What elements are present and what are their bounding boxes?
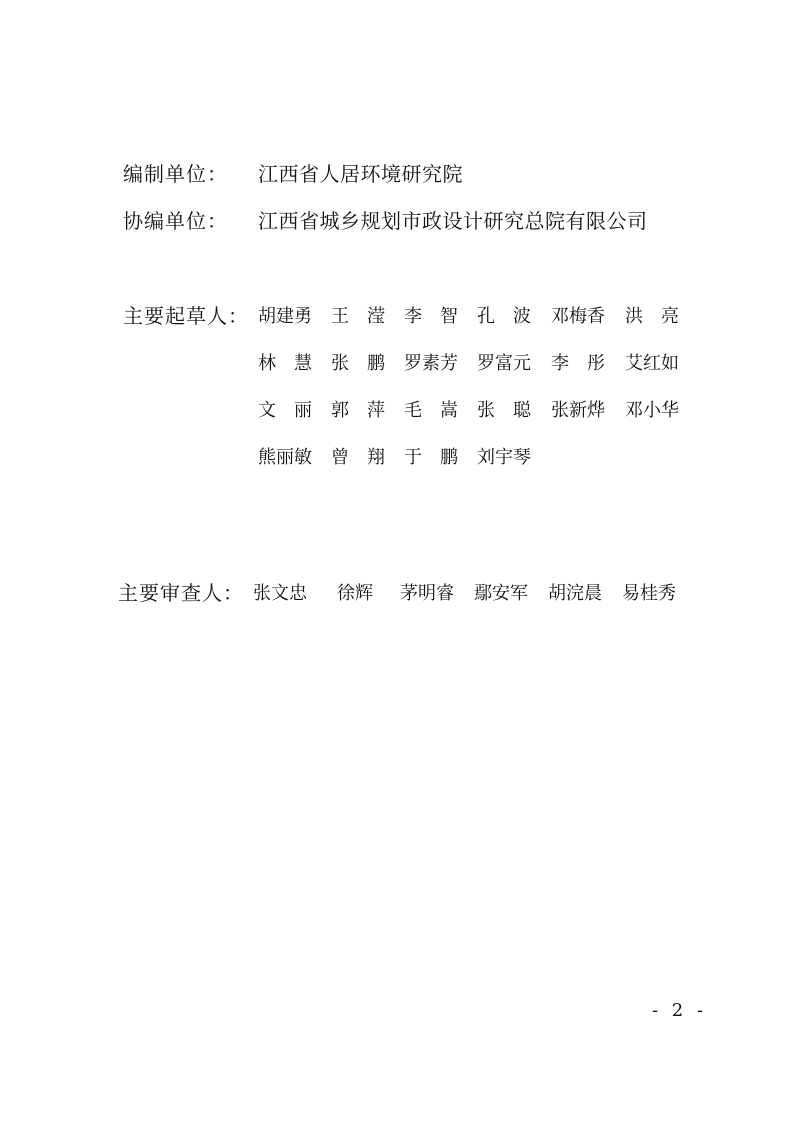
drafter-name: 艾红如: [625, 353, 679, 374]
drafter-name: 郭 萍: [331, 400, 385, 421]
co-compiler-label: 协编单位：: [123, 209, 228, 233]
drafter-name: 邓梅香: [551, 306, 605, 327]
drafter-name: 李 智: [404, 306, 458, 327]
drafter-name: 罗素芳: [404, 353, 458, 374]
compiler-label: 编制单位：: [123, 162, 228, 186]
drafter-name: 文 丽: [258, 400, 312, 421]
drafter-name: 于 鹏: [404, 447, 458, 468]
reviewer-name: 张文忠: [253, 583, 307, 604]
drafter-name: 王 滢: [331, 306, 385, 327]
drafter-name: 熊丽敏: [258, 447, 312, 468]
reviewer-name: 易桂秀: [622, 583, 676, 604]
drafter-name: 张 聪: [477, 400, 531, 421]
drafters-label: 主要起草人：: [123, 304, 249, 328]
reviewer-name: 鄢安军: [474, 583, 528, 604]
drafter-name: 邓小华: [625, 400, 679, 421]
drafter-name: 曾 翔: [331, 447, 385, 468]
drafter-name: 胡建勇: [258, 306, 312, 327]
drafter-name: 洪 亮: [625, 306, 679, 327]
reviewer-name: 胡浣晨: [548, 583, 602, 604]
drafter-name: 孔 波: [477, 306, 531, 327]
page-number: - 2 -: [652, 1000, 708, 1021]
reviewer-name: 茅明睿: [400, 583, 454, 604]
co-compiler-value: 江西省城乡规划市政设计研究总院有限公司: [258, 209, 648, 233]
drafter-name: 张新烨: [551, 400, 605, 421]
drafter-name: 张 鹏: [331, 353, 385, 374]
drafter-name: 李 彤: [551, 353, 605, 374]
compiler-value: 江西省人居环境研究院: [258, 162, 463, 186]
reviewers-label: 主要审查人：: [118, 581, 244, 605]
reviewer-name: 徐辉: [337, 583, 373, 604]
drafter-name: 毛 嵩: [404, 400, 458, 421]
drafter-name: 刘宇琴: [477, 447, 531, 468]
drafter-name: 罗富元: [477, 353, 531, 374]
drafter-name: 林 慧: [258, 353, 312, 374]
